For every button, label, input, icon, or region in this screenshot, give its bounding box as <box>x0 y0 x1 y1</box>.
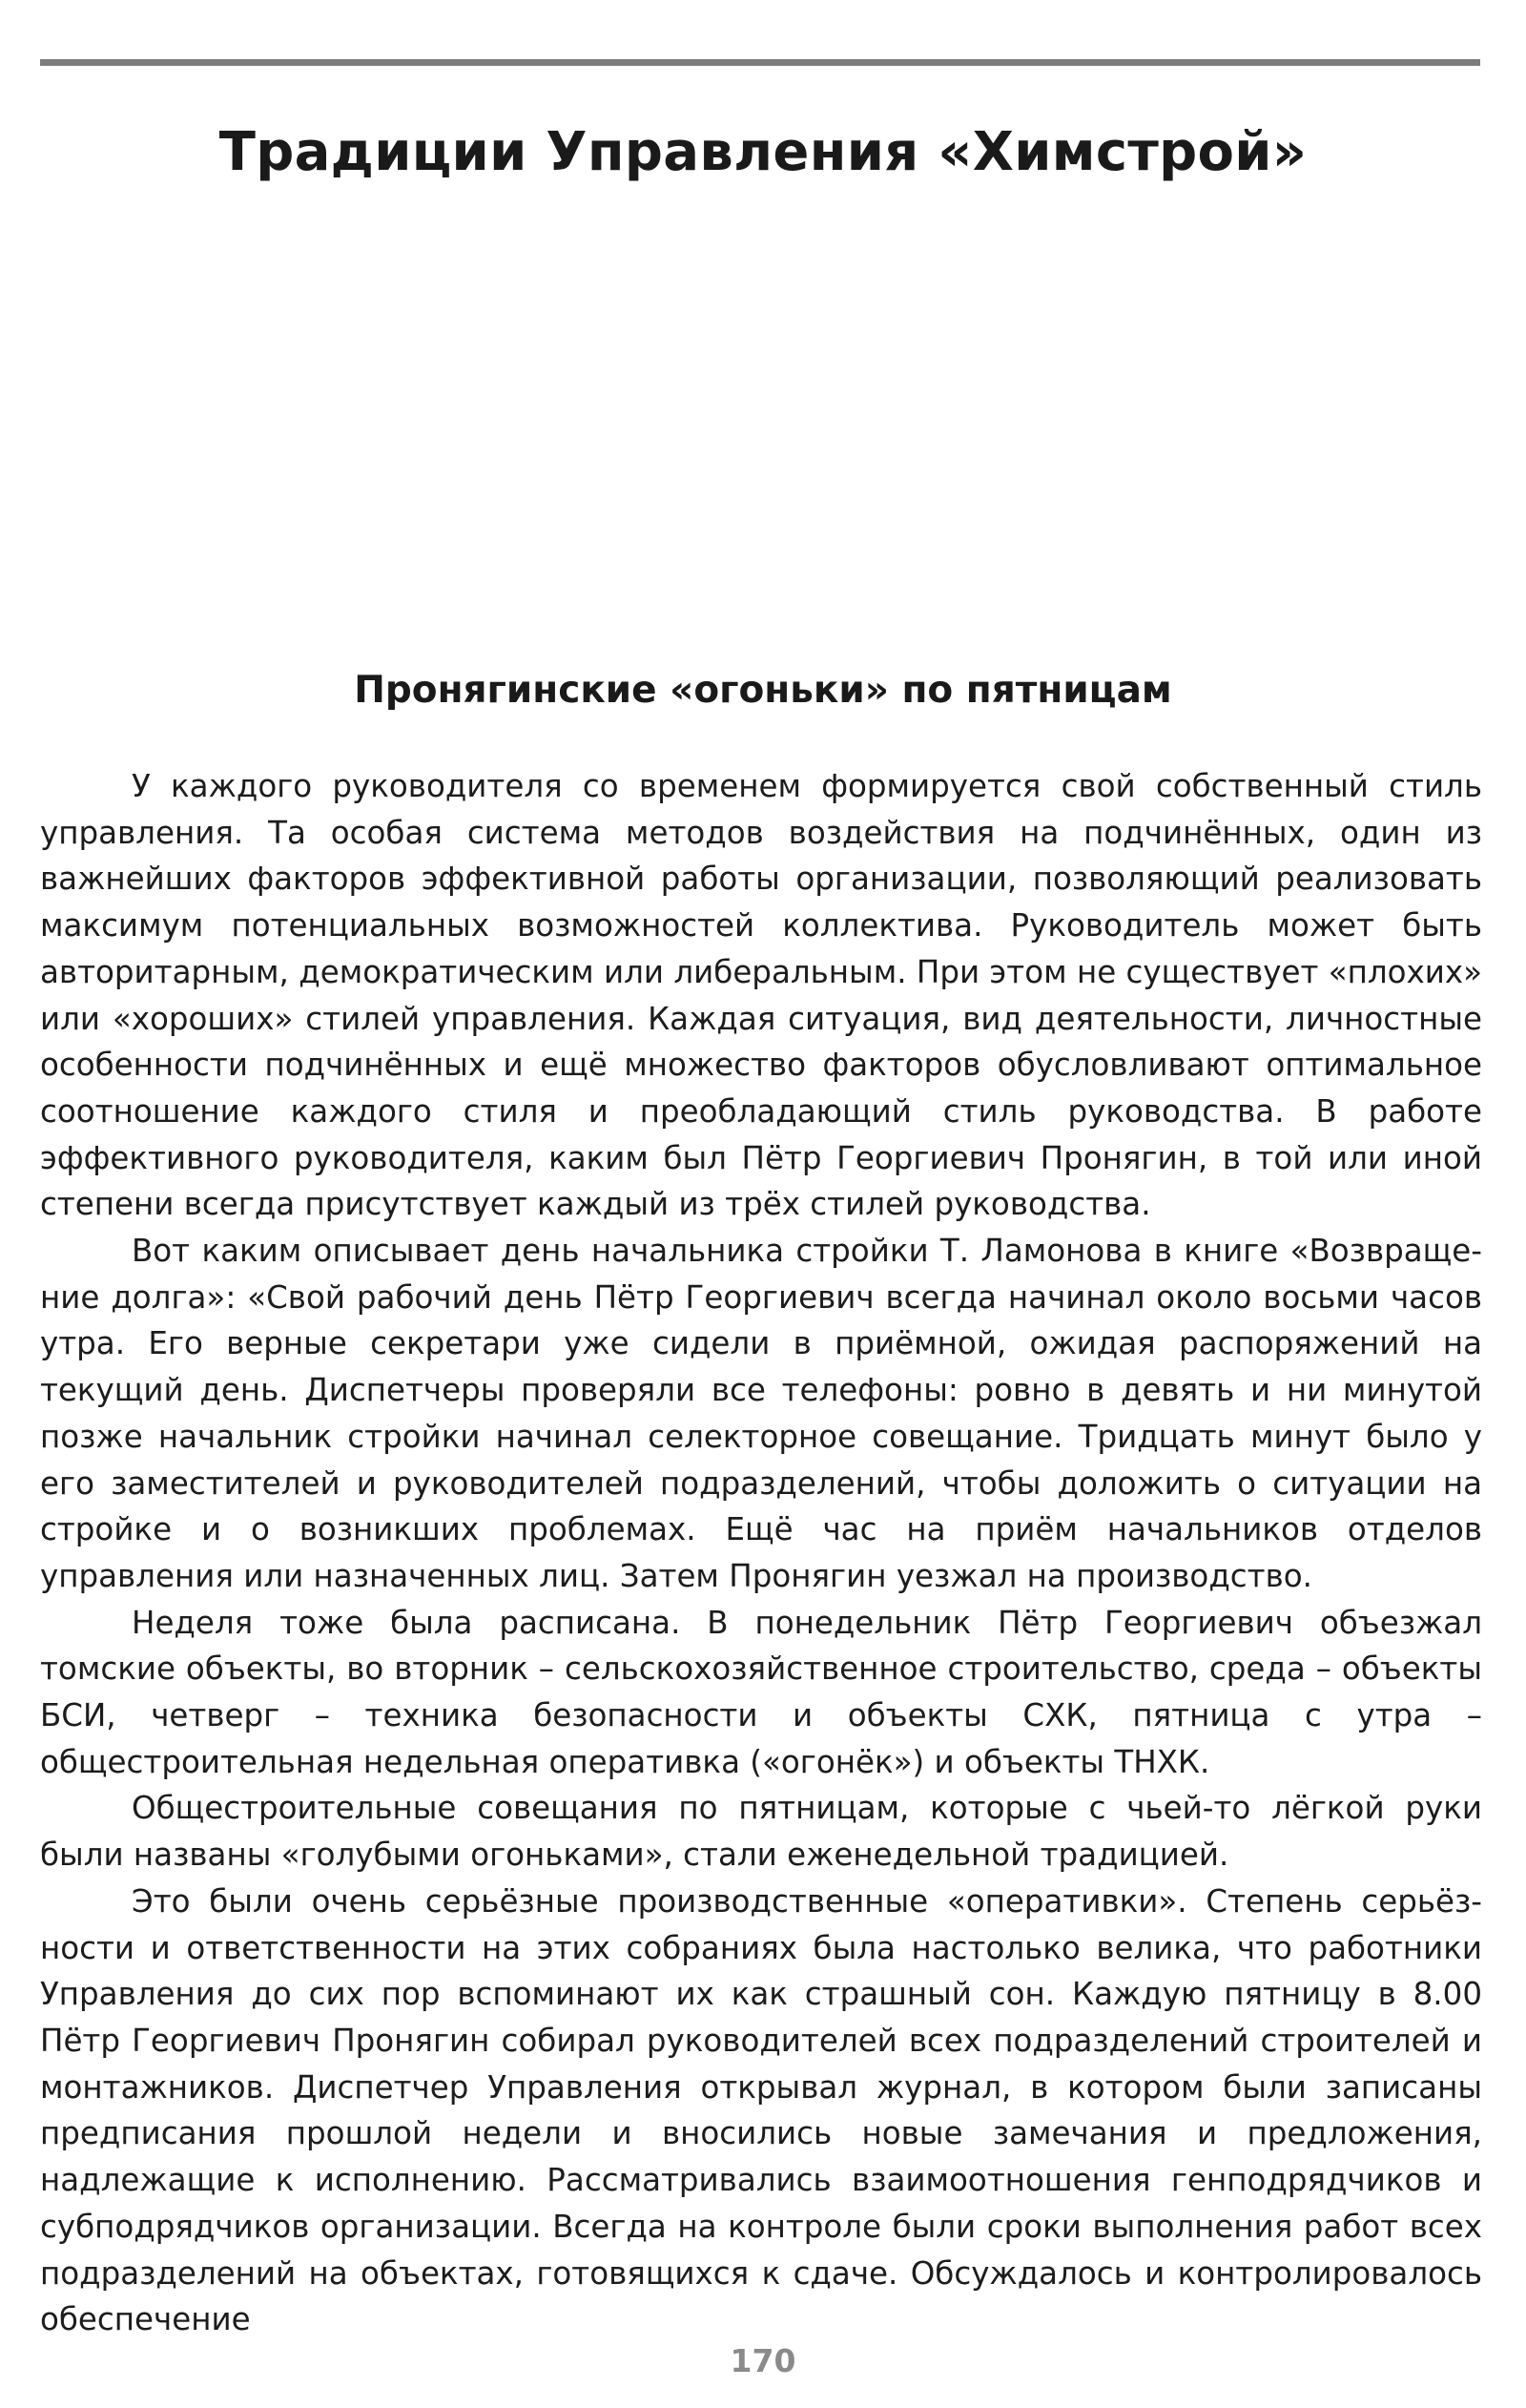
paragraph-2: Вот каким описывает день начальника стройки Т. Ламонова в книге «Возвращение долга»: «Свой рабочий день Пётр Георгиевич всегда начинал около восьми часов утра. Его верные секретари уже сидели в приёмной, ожидая распоряжений на текущий день. Диспетчеры проверяли все телефоны: ровно в девять и ни минутой позже начальник стройки начинал селекторное совещание. Тридцать минут было у его заместителей и руководителей подразделений, чтобы доложить о ситуации на стройке и о возникших проблемах. Ещё час на приём начальников отделов управления или назначенных лиц. Затем Пронягин уезжал на производство. <box>40 1233 1482 1594</box>
paragraph-4: Общестроительные совещания по пятницам, которые с чьей-то лёгкой руки были названы «голубыми огоньками», стали еженедельной традицией. <box>40 1790 1482 1874</box>
paragraph-3: Неделя тоже была расписана. В понедельник Пётр Георгиевич объезжал томские объекты, во вторник – сельскохозяйственное строительство, среда – объекты БСИ, четверг – техника безопасности и объекты СХК, пятница с утра – общестроительная недельная оперативка («огонёк») и объекты ТНХК. <box>40 1604 1482 1780</box>
body-text <box>40 763 1482 2343</box>
paragraph-5: Это были очень серьёзные производственные «оперативки». Степень серьёзности и ответственности на этих собраниях была настолько велика, что работники Управления до сих пор вспоминают их как страшный сон. Каждую пятницу в 8.00 Пётр Георгиевич Пронягин собирал руководителей всех подразделений строителей и монтажников. Диспетчер Управления открывал журнал, в котором были записаны предписания прошлой недели и вносились новые замечания и предложения, надлежащие к исполнению. Рассматривались взаимоотношения генподрядчиков и субподрядчиков организации. Всегда на контроле были сроки выполнения работ всех подразделений на объектах, готовящихся к сдаче. Обсуждалось и контролировалось обеспечение <box>40 1882 1482 2338</box>
top-rule <box>40 59 1480 66</box>
section-title: Пронягинские «огоньки» по пятницам <box>354 669 1172 712</box>
chapter-title: Традиции Управления «Химстрой» <box>218 121 1308 183</box>
page-number: 170 <box>730 2342 796 2379</box>
paragraph-1: У каждого руководителя со временем формируется свой собственный стиль управления. Та особая система методов воздействия на подчинённых, один из важнейших факторов эффективной работы организации, позволяющий реализовать максимум потенциальных возможностей коллектива. Руководитель может быть авторитарным, демократическим или либеральным. При этом не существует «плохих» или «хороших» стилей управления. Каждая ситуация, вид деятельности, личностные особенности подчинённых и ещё множество факторов обусловливают оптимальное соотношение каждого стиля и преобладающий стиль руководства. В работе эффективного руководителя, каким был Пётр Георгиевич Пронягин, в той или иной степени всегда присутствует каждый из трёх стилей руководства. <box>40 768 1482 1223</box>
